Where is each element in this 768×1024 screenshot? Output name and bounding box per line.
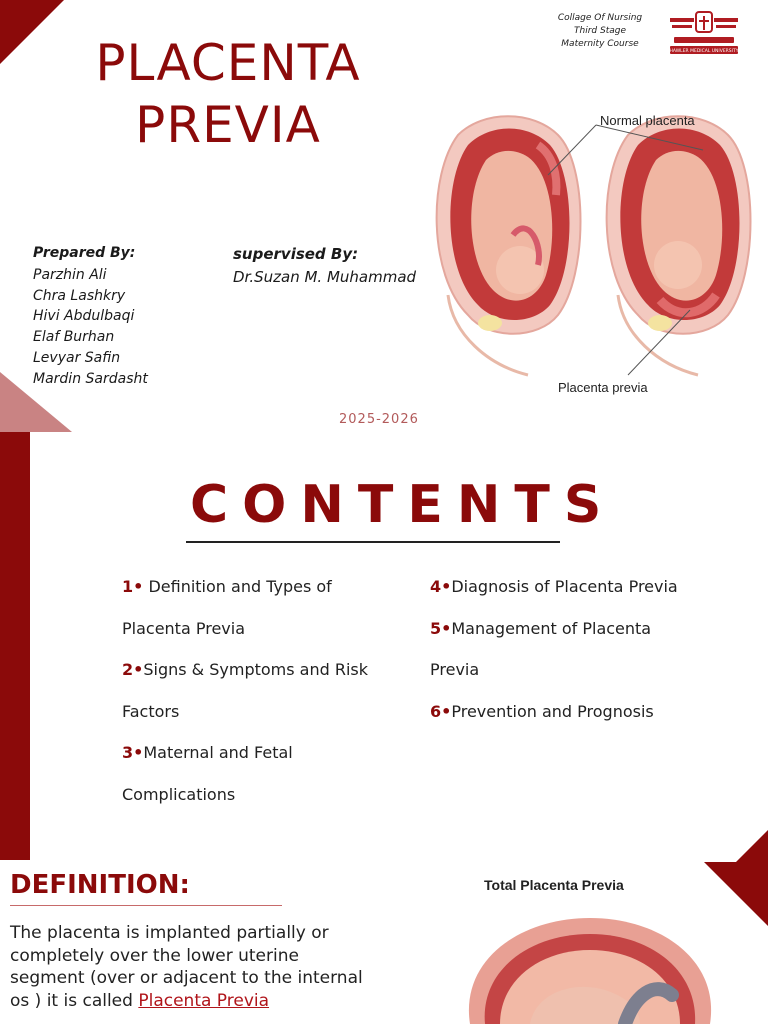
normal-placenta-label: Normal placenta xyxy=(600,113,695,128)
title-line-1: PLACENTA xyxy=(95,34,361,92)
total-placenta-previa-illustration-icon xyxy=(440,900,740,1024)
list-item: 4•Diagnosis of Placenta Previa xyxy=(430,577,678,596)
list-item: 6•Prevention and Prognosis xyxy=(430,701,654,721)
university-logo-icon xyxy=(666,10,742,60)
contents-divider xyxy=(186,541,560,543)
corner-triangle-right-small xyxy=(734,830,768,864)
list-item: Elaf Burhan xyxy=(33,329,115,346)
corner-triangle-top-left xyxy=(0,0,64,64)
college-course: Maternity Course xyxy=(561,39,639,49)
list-item: 1• Definition and Types of Placenta Previa xyxy=(122,577,332,638)
list-item: Hivi Abdulbaqi xyxy=(33,308,135,325)
prepared-by-list xyxy=(33,265,148,389)
contents-list-right xyxy=(430,566,730,732)
title-line-2: PREVIA xyxy=(135,96,321,154)
contents-list-left xyxy=(122,566,392,815)
list-item: Parzhin Ali xyxy=(33,267,107,283)
list-item: 3•Maternal and Fetal Complications xyxy=(122,743,293,804)
college-info xyxy=(540,12,660,51)
total-placenta-previa-label: Total Placenta Previa xyxy=(484,877,624,893)
supervised-by-label: supervised By: xyxy=(233,245,359,263)
college-name: Collage Of Nursing xyxy=(557,13,643,23)
list-item: 5•Management of Placenta Previa xyxy=(430,618,652,679)
side-accent-bar xyxy=(0,432,30,860)
placenta-previa-link[interactable]: Placenta Previa xyxy=(138,990,270,1011)
uterus-illustration-icon xyxy=(428,105,758,405)
definition-divider xyxy=(10,905,282,906)
logo-text: HAWLER MEDICAL UNIVERSITY xyxy=(669,49,739,54)
placenta-comparison-illustration xyxy=(428,105,758,405)
placenta-previa-label: Placenta previa xyxy=(558,380,648,395)
list-item: Chra Lashkry xyxy=(33,287,126,304)
list-item: Levyar Safin xyxy=(33,349,121,366)
list-item: Mardin Sardasht xyxy=(33,370,148,387)
college-stage: Third Stage xyxy=(574,26,626,36)
list-item: 2•Signs & Symptoms and Risk Factors xyxy=(122,660,369,721)
academic-year: 2025-2026 xyxy=(339,412,419,427)
definition-text: The placenta is implanted partially or completely over the lower uterine segment (over or adjacent to the internal os ) it is called Placenta Previa xyxy=(10,923,363,1011)
contents-heading: CONTENTS xyxy=(190,475,616,535)
supervisor-name: Dr.Suzan M. Muhammad xyxy=(233,268,417,286)
prepared-by-label: Prepared By: xyxy=(33,245,136,261)
page-title xyxy=(78,32,378,156)
definition-heading: DEFINITION: xyxy=(10,870,190,900)
